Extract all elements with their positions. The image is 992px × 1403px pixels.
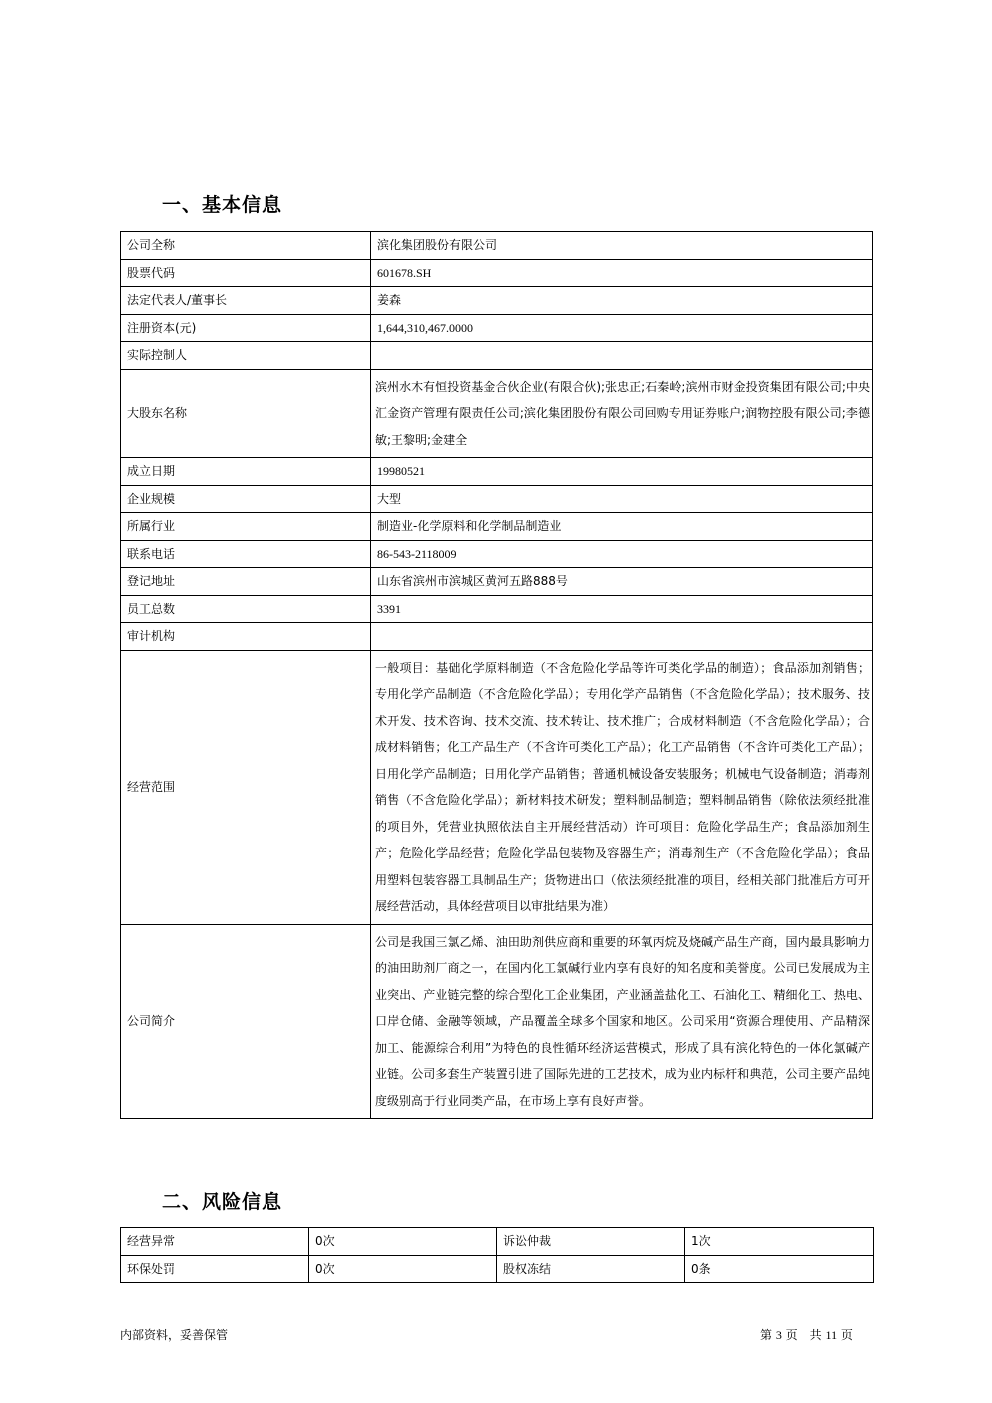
footer-page-number xyxy=(760,1326,853,1343)
row-label: 大股东名称 xyxy=(121,369,371,458)
page-prefix: 第 xyxy=(760,1328,773,1342)
row-label: 注册资本(元) xyxy=(121,314,371,342)
risk-label: 经营异常 xyxy=(121,1228,309,1256)
row-label: 企业规模 xyxy=(121,485,371,513)
page-suffix: 页 xyxy=(840,1328,853,1342)
row-value: 3391 xyxy=(371,595,873,623)
row-value: 大型 xyxy=(371,485,873,513)
row-label: 成立日期 xyxy=(121,458,371,486)
table-row xyxy=(121,314,873,342)
risk-value: 0次 xyxy=(309,1255,497,1283)
risk-value: 1次 xyxy=(685,1228,874,1256)
table-row xyxy=(121,1228,874,1256)
table-row xyxy=(121,342,873,370)
row-value: 滨化集团股份有限公司 xyxy=(371,232,873,260)
table-row xyxy=(121,924,873,1119)
row-value: 公司是我国三氯乙烯、油田助剂供应商和重要的环氧丙烷及烧碱产品生产商，国内最具影响力的油田助剂厂商之一，在国内化工氯碱行业内享有良好的知名度和美誉度。公司已发展成为主业突出、产业链完整的综合型化工企业集团，产业涵盖盐化工、石油化工、精细化工、热电、口岸仓储、金融等领域，产品覆盖全球多个国家和地区。公司采用“资源合理使用、产品精深加工、能源综合利用”为特色的良性循环经济运营模式，形成了具有滨化特色的一体化氯碱产业链。公司多套生产装置引进了国际先进的工艺技术，成为业内标杆和典范，公司主要产品纯度级别高于行业同类产品，在市场上享有良好声誉。 xyxy=(371,924,873,1119)
section-title-risk: 二、风险信息 xyxy=(162,1191,283,1213)
section-title-basic: 一、基本信息 xyxy=(162,194,283,216)
table-row xyxy=(121,568,873,596)
risk-info-table xyxy=(120,1227,874,1283)
page-current: 3 xyxy=(775,1328,782,1342)
row-label: 所属行业 xyxy=(121,513,371,541)
table-row xyxy=(121,1255,874,1283)
row-value xyxy=(371,342,873,370)
row-label: 审计机构 xyxy=(121,623,371,651)
table-row xyxy=(121,540,873,568)
table-row xyxy=(121,485,873,513)
risk-label: 诉讼仲裁 xyxy=(497,1228,685,1256)
row-value: 滨州水木有恒投资基金合伙企业(有限合伙);张忠正;石秦岭;滨州市财金投资集团有限公司;中央汇金资产管理有限责任公司;滨化集团股份有限公司回购专用证券账户;润物控股有限公司;李德敏;王黎明;金建全 xyxy=(371,369,873,458)
row-label: 员工总数 xyxy=(121,595,371,623)
row-value: 19980521 xyxy=(371,458,873,486)
row-value: 制造业-化学原料和化学制品制造业 xyxy=(371,513,873,541)
table-row xyxy=(121,232,873,260)
table-row xyxy=(121,513,873,541)
row-value: 一般项目：基础化学原料制造（不含危险化学品等许可类化学品的制造）；食品添加剂销售；专用化学产品制造（不含危险化学品）；专用化学产品销售（不含危险化学品）；技术服务、技术开发、技术咨询、技术交流、技术转让、技术推广；合成材料制造（不含危险化学品）；合成材料销售；化工产品生产（不含许可类化工产品）；化工产品销售（不含许可类化工产品）；日用化学产品制造；日用化学产品销售；普通机械设备安装服务；机械电气设备制造；消毒剂销售（不含危险化学品）；新材料技术研发；塑料制品制造；塑料制品销售（除依法须经批准的项目外，凭营业执照依法自主开展经营活动）许可项目：危险化学品生产；食品添加剂生产；危险化学品经营；危险化学品包装物及容器生产；消毒剂生产（不含危险化学品）；食品用塑料包装容器工具制品生产；货物进出口（依法须经批准的项目，经相关部门批准后方可开展经营活动，具体经营项目以审批结果为准） xyxy=(371,650,873,924)
risk-value: 0条 xyxy=(685,1255,874,1283)
table-row xyxy=(121,287,873,315)
row-label: 公司简介 xyxy=(121,924,371,1119)
table-row xyxy=(121,650,873,924)
risk-value: 0次 xyxy=(309,1228,497,1256)
table-row xyxy=(121,259,873,287)
table-row xyxy=(121,595,873,623)
page-mid: 页 共 xyxy=(785,1328,822,1342)
row-label: 法定代表人/董事长 xyxy=(121,287,371,315)
row-label: 股票代码 xyxy=(121,259,371,287)
row-value: 601678.SH xyxy=(371,259,873,287)
row-label: 实际控制人 xyxy=(121,342,371,370)
row-label: 登记地址 xyxy=(121,568,371,596)
risk-label: 股权冻结 xyxy=(497,1255,685,1283)
risk-label: 环保处罚 xyxy=(121,1255,309,1283)
row-value: 86-543-2118009 xyxy=(371,540,873,568)
footer-confidential-note: 内部资料，妥善保管 xyxy=(120,1328,229,1342)
row-label: 联系电话 xyxy=(121,540,371,568)
row-value: 1,644,310,467.0000 xyxy=(371,314,873,342)
page-total: 11 xyxy=(825,1328,838,1342)
table-row xyxy=(121,458,873,486)
table-row xyxy=(121,369,873,458)
row-label: 公司全称 xyxy=(121,232,371,260)
row-value: 姜森 xyxy=(371,287,873,315)
basic-info-table xyxy=(120,231,873,1119)
row-value: 山东省滨州市滨城区黄河五路888号 xyxy=(371,568,873,596)
row-value xyxy=(371,623,873,651)
row-label: 经营范围 xyxy=(121,650,371,924)
table-row xyxy=(121,623,873,651)
